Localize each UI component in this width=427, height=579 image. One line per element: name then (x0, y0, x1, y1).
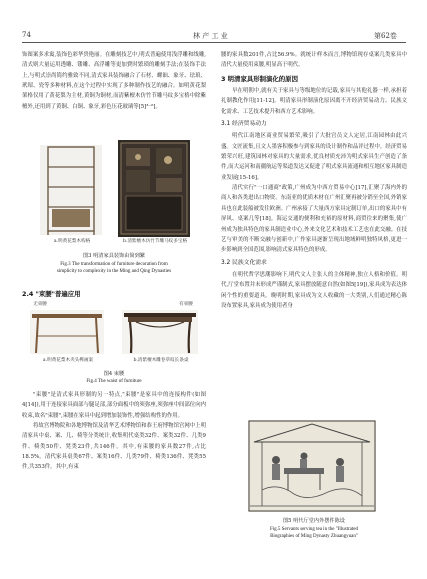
figure-3b-label: b.清紫檀木仿竹节雕马纹多宝格 (122, 239, 188, 244)
figure-4-label-no-waist: 无束腰 (33, 302, 47, 307)
figure-4-caption-en: Fig.4 The waist of furniture (86, 379, 142, 384)
page-number: 74 (22, 31, 31, 39)
paragraph: 腰的家具数201件,占比56.9%。就统计样本而言,博物馆现存桌案几类家具中清代大量使用束腰,明显高于明代。 (221, 52, 407, 69)
section-3-heading: 3 明清家具形制演化的原因 (221, 74, 298, 83)
left-para-2-3 (22, 390, 206, 473)
paragraph: 在明代哲学思潮影响下,明代文人主张人的主体精神,独立人格和价值。明代,厅堂布置并未形成严谨制式,家具摆放随意自然(如图5[19]),家具成为表达体闲个性的重要道具。晚明时期,家具成为文人收藏的一大类别,人们通过精心陈设布置家具,家具成为使用者身 (221, 271, 407, 309)
paragraph: 早在明朝中,就有关于家具与等级地位的记载,家具与其他礼器一样,承担着礼制教化作用[11-12]。明清家具形制演化原因离不开经济贸易动力、民族文化需求、工艺技术提升和西方艺术影响。 (221, 88, 407, 115)
figure-3-caption-cn: 图3 明清家具装饰由简到繁 (82, 253, 145, 259)
paragraph: 将故宫博物院和各地博物馆及清华艺术博物馆和恭王府博物馆官网中上明清家具中桌、案、几、椅等分类统计,收集明代桌类32件、案类32件、几类9件、椅类50件、凳类23件,共146件。其中,有束腰的家具数27件,占比18.5%。清代家具桌类67件、案类16件、几类79件、椅类136件、凳类55件,共353件。其中,有束 (22, 423, 206, 471)
figure-5-caption-en-2: Biographies of Ming Dynasty Zhuangyuan" (270, 534, 358, 539)
right-column (221, 50, 407, 311)
header-rule (22, 42, 406, 43)
paragraph: 清代实行"一口通商"政策,广州成为中西方贸易中心[17],汇聚了海内外的商人和各类进出口物资。东南亚的优质木材在广州汇聚再被分销至全国,外销家具也在此装船被发往欧洲。广州承接了大量西方家具定制订单,出口的家具中有屏风、桌案几等[18]。海运交通的便利和充裕的原材料,商贸往来的聚集,使广州成为独具特色的家具制造业中心,外来文化艺术和技术工艺也在此交融。在技艺与审美的不断交融与创新中,广作家具逐渐呈现出地域鲜明独特风格,更进一步影响到全国范围,影响清式家具特色的形成。 (221, 185, 407, 254)
figure-4b-label: b.清紫檀木雕卷草纹长条桌 (133, 358, 189, 363)
figure-3-caption-en-1: Fig.3 The transformation of furniture decoration from (60, 262, 168, 267)
journal-title: 林 产 工 业 (193, 32, 228, 40)
left-para-1 (22, 50, 206, 112)
figure-3b-cabinet-image (118, 140, 190, 237)
paragraph: 明代江南地区商业贸易繁荣,吸引了大批官员文人定居,江南园林由此兴盛。文匠流集,且文人墨客积极参与到家具的设计制作和品评过程中。经济贸易繁荣兴旺,建筑园林对家具的大量需求,优良材质充沛为明式家具生产创造了条件,而大运河和南疆航运等渠道发达又促进了明式家具流通和相互地区家具制造业发展[15-16]。 (221, 133, 407, 181)
figure-3-caption-en-2: simplicity to complexity in the Ming and Qing Dynasties (56, 269, 172, 274)
figure-4a-label: a.明黄花梨木夹头榫画案 (42, 358, 94, 363)
volume-label: 第62卷 (374, 32, 397, 40)
figure-3a-label: a.明黄花梨木构格 (53, 239, 91, 244)
figure-5-caption-en-1: Fig.5 Servants serving tea in the "Illustrated (270, 527, 358, 532)
figure-5-caption-cn: 图5 明代厅堂内外摆件陈设 (282, 518, 345, 524)
figure-5-woodblock-image (248, 420, 376, 512)
figure-4-caption-cn: 图4 束腰 (103, 371, 125, 377)
section-3-2-heading: 3.2 民族文化需求 (221, 259, 267, 266)
section-2-4-heading: 2.4 "束腰"普遍应用 (22, 290, 81, 298)
figure-4a-table-image (30, 310, 104, 354)
figure-3a-shelf-image (40, 145, 102, 235)
paragraph: 饰图案多求寓,装饰色彩华贵艳丽。在雕刻技艺中,明式普遍使用浅浮雕和线雕,清式则大量运用透雕、镂雕、高浮雕等更加費时繁琐的雕刻手法;在装饰手法上,与明式崇尚简约雅致不同,清式家具装饰融合了石材、螺钿、象牙、珐琅、玳瑁、瓷等多种材料,在这个过程中实现了多种制作技艺的融合。如明黄花梨架格仅用了黄花梨为主材,黄铜为铜材,而清紫檀木仿竹节雕马纹多宝格中除紫檀外,还用到了黄铜、白铜、象牙,彩色压花玻璃等[5]³⁻⁶]。 (22, 52, 206, 110)
section-3-1-heading: 3.1 经济贸易动力 (221, 121, 267, 128)
paragraph: "束腰"是清式家具形制的另一特点,"束腰"是家具中的连接构件(如图4[14]),用于连接家具面部与腿足部,部分面板中的须弥座,须弥座中间部位向内收束,故名"束腰",束腰在家具中起到增加装饰性,增强结构性的作用。 (22, 392, 206, 419)
figure-4b-table-image (122, 310, 198, 354)
figure-4-label-with-waist: 有束腰 (179, 302, 193, 307)
